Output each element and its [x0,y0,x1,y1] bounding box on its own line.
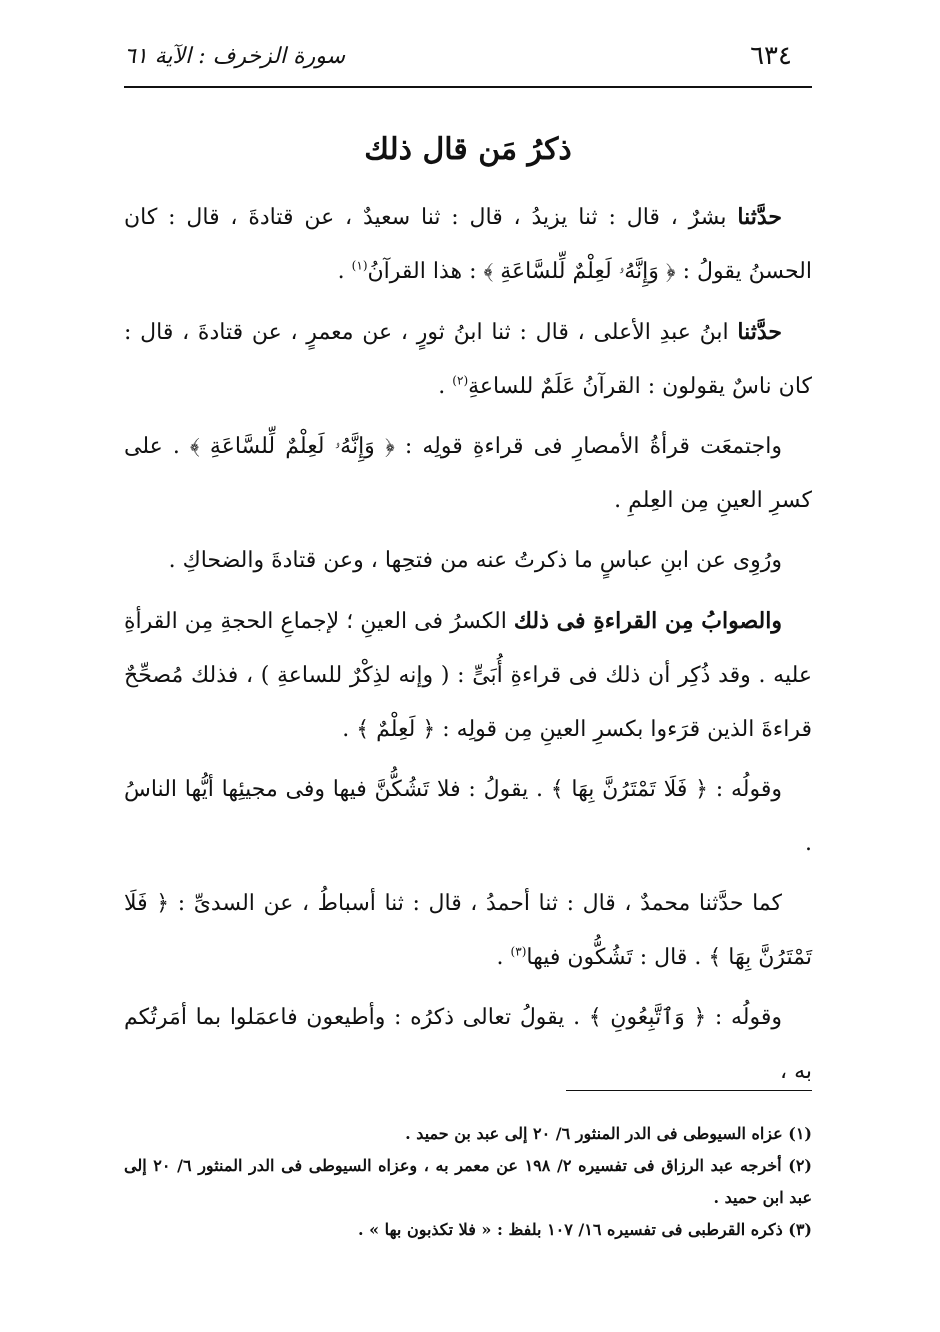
footnote-ref: (٣) [510,944,527,959]
paragraph-end: . [496,945,511,970]
footnote-ref: (٢) [452,373,469,388]
footnotes [124,1118,812,1246]
paragraph-text: وقولُه : ﴿ فَلَا تَمْتَرُنَّ بِهَا ﴾ . يقولُ : فلا تَشُكُّنَّ فيها وفى مجيئِها أيُّها الناسُ . [124,777,812,856]
paragraph-text: واجتمعَت قرأةُ الأمصارِ فى قراءةِ قولِه : ﴿ وَإِنَّهُۥ لَعِلْمٌ لِّلسَّاعَةِ ﴾ . على كسرِ العينِ مِن العِلمِ . [124,434,812,513]
footnote-2: (٢) أخرجه عبد الرزاق فى تفسيره ٢/ ١٩٨ عن معمر به ، وعزاه السيوطى فى الدر المنثور ٦/ ٢٠ إلى عبد ابن حميد . [124,1156,812,1207]
page-number: ٦٣٤ [750,41,792,71]
footnote-ref: (١) [351,258,368,273]
paragraph-lead: حدَّثنا [737,319,782,345]
paragraph-text: كما حدَّثنا محمدٌ ، قال : ثنا أحمدُ ، قال : ثنا أسباطُ ، عن السدىِّ : ﴿ فَلَا تَمْتَرُنَّ بِهَا ﴾ . قال : تَشُكُّون فيها [124,891,812,970]
footnote-rule [566,1090,812,1091]
paragraph-7 [124,877,812,985]
paragraph-2 [124,305,812,414]
paragraph-5 [124,594,812,757]
paragraph-end: . [337,259,352,284]
paragraph-lead: حدَّثنا [737,204,782,230]
paragraph-text: بشرٌ ، قال : ثنا يزيدُ ، قال : ثنا سعيدٌ ، عن قتادةَ ، قال : كان الحسنُ يقولُ : ﴿ وَإِنَّهُۥ لَعِلْمٌ لِّلسَّاعَةِ ﴾ : هذا القرآنُ [124,205,812,284]
paragraph-text: الكسرُ فى العينِ ؛ لإجماعِ الحجةِ مِن القرأةِ عليه . وقد ذُكِر أن ذلك فى قراءةِ أُبَىٍّ : ( وإنه لذِكْرٌ للساعةِ ) ، فذلك مُصحِّحٌ قراءةَ الذين قرَءوا بكسرِ العينِ مِن قولِه : ﴿ لَعِلْمٌ ﴾ . [124,609,812,742]
paragraph-text: ابنُ عبدِ الأعلى ، قال : ثنا ابنُ ثورٍ ، عن معمرٍ ، عن قتادةَ ، قال : كان ناسٌ يقولون : القرآنُ عَلَمٌ للساعةِ [124,320,812,399]
paragraph-end: . [438,374,453,399]
running-title: سورة الزخرف : الآية ٦١ [124,43,346,69]
paragraph-4 [124,534,812,588]
paragraph-6 [124,763,812,871]
paragraph-1 [124,190,812,299]
page-header [124,36,792,76]
paragraph-text: ورُوِى عن ابنِ عباسٍ ما ذكرتُ عنه من فتحِها ، وعن قتادةَ والضحاكِ . [168,548,782,573]
footnote-1: (١) عزاه السيوطى فى الدر المنثور ٦/ ٢٠ إلى عبد بن حميد . [405,1124,812,1143]
header-rule [124,86,812,88]
main-text [124,190,812,1105]
paragraph-text: وقولُه : ﴿ وَٱتَّبِعُونِ ﴾ . يقولُ تعالى ذكرُه : وأطيعون فاعمَلوا بما أمَرتُكم به ، [124,1005,812,1084]
paragraph-8 [124,991,812,1099]
footnote-3: (٣) ذكره القرطبى فى تفسيره ١٦/ ١٠٧ بلفظ : « فلا تكذبون بها » . [357,1220,812,1239]
paragraph-lead: والصوابُ مِن القراءةِ فى ذلك [513,608,782,634]
paragraph-3 [124,420,812,528]
section-title: ذكرُ مَن قال ذلك [364,132,572,167]
